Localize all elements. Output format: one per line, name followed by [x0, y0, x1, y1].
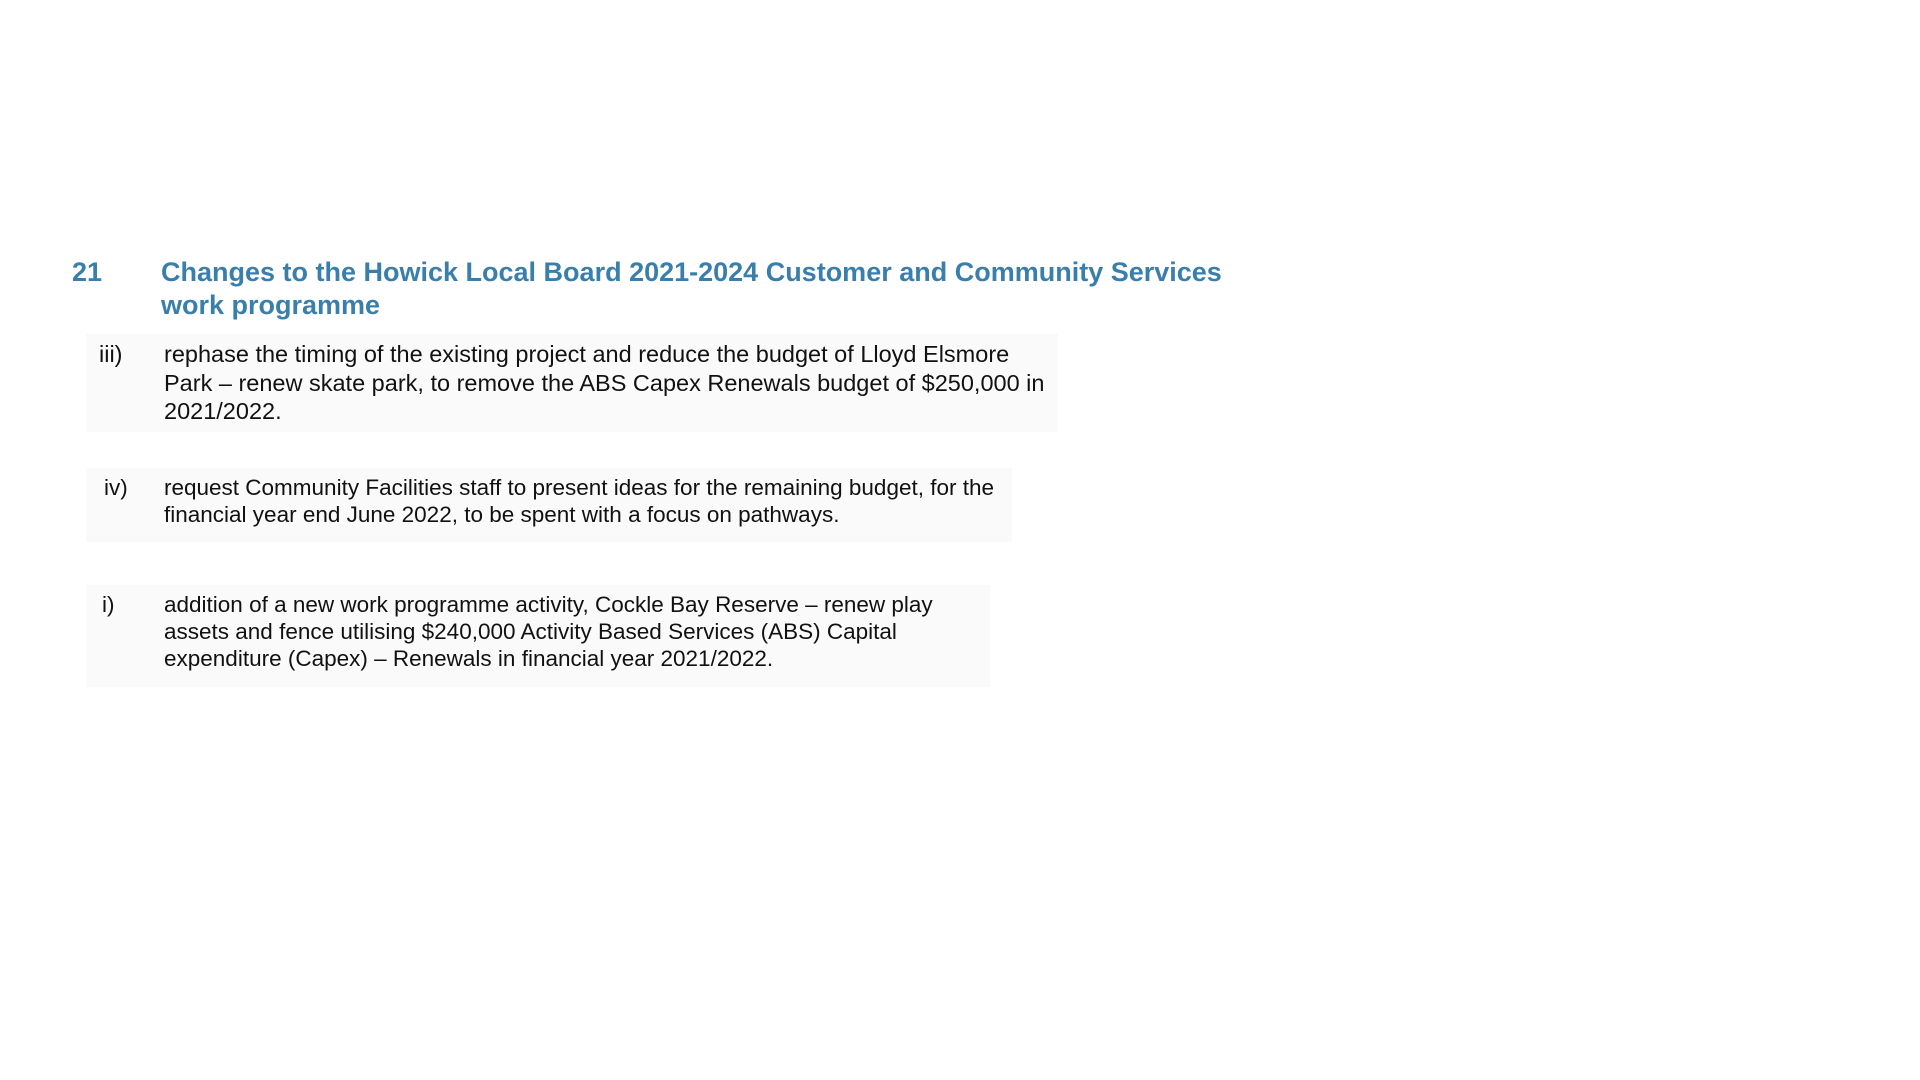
item-text: rephase the timing of the existing project and reduce the budget of Lloyd Elsmore Park – renew skate park, to remove the ABS Capex Renewals budget of $250,000 in 2021/2022. [164, 341, 1045, 424]
item-label: iv) [104, 475, 128, 500]
item-label: iii) [99, 341, 123, 367]
item-label: i) [102, 592, 115, 617]
section-heading [72, 256, 1312, 322]
item-text: addition of a new work programme activity, Cockle Bay Reserve – renew play assets and fence utilising $240,000 Activity Based Services (ABS) Capital expenditure (Capex) – Renewals in financial year 2021/2022. [164, 592, 933, 671]
resolution-item-iii [86, 334, 1058, 432]
section-number: 21 [72, 257, 103, 287]
item-text: request Community Facilities staff to present ideas for the remaining budget, for the financial year end June 2022, to be spent with a focus on pathways. [164, 475, 995, 527]
resolution-item-i [86, 585, 990, 687]
section-title: Changes to the Howick Local Board 2021-2024 Customer and Community Services work programme [161, 257, 1222, 320]
resolution-item-iv [86, 468, 1012, 542]
